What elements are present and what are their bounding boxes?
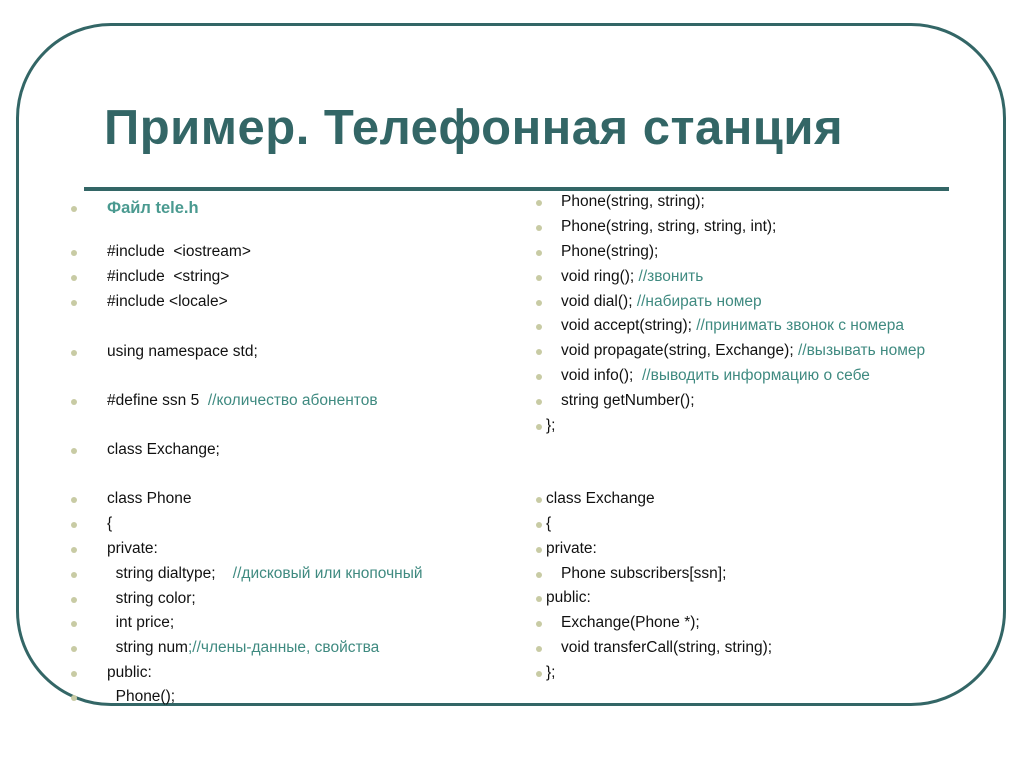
bullet-icon [71,671,77,677]
code-line [107,688,175,706]
bullet-icon [536,300,542,306]
code-comment: //принимать звонок с номера [696,317,904,334]
bullet-icon [536,399,542,405]
slide-title: Пример. Телефонная станция [104,101,844,155]
code-text: { [107,515,113,532]
bullet-icon [71,206,77,212]
code-text: class Exchange [546,490,655,507]
code-text: public: [107,664,152,681]
bullet-icon [71,497,77,503]
code-line [561,193,705,211]
code-line [561,367,870,385]
code-text: Phone(string); [561,243,659,260]
bullet-icon [536,349,542,355]
code-text: #include <locale> [107,293,228,310]
code-text: string color; [107,590,196,607]
code-line [546,589,591,607]
code-text: { [546,515,552,532]
file-heading [107,199,199,217]
code-line [561,293,762,311]
code-line [546,540,597,558]
code-line [561,243,658,261]
bullet-icon [536,200,542,206]
code-line [107,441,220,459]
code-text: string num [107,639,188,656]
bullet-icon [536,572,542,578]
bullet-icon [71,250,77,256]
code-text: #define ssn 5 [107,392,208,409]
bullet-icon [71,646,77,652]
code-line [561,268,703,286]
code-text: void dial(); [561,293,637,310]
code-text: private: [107,540,158,557]
code-text: class Phone [107,490,192,507]
code-text: class Exchange; [107,441,220,458]
code-line [561,392,695,410]
code-line [107,243,251,261]
code-text: Phone subscribers[ssn]; [561,565,727,582]
code-text: }; [546,417,556,434]
code-comment: ;//члены-данные, свойства [187,639,380,656]
bullet-icon [536,275,542,281]
code-text: public: [546,589,591,606]
code-comment: //выводить информацию о себе [641,367,870,384]
bullet-icon [536,424,542,430]
code-line [561,317,904,335]
bullet-icon [71,597,77,603]
code-text: void info(); [561,367,642,384]
code-line [107,664,152,682]
code-text: Phone(string, string, string, int); [561,218,777,235]
bullet-icon [536,225,542,231]
code-comment: //дисковый или кнопочный [232,565,423,582]
bullet-icon [536,497,542,503]
code-comment: //вызывать номер [797,342,926,359]
bullet-icon [536,250,542,256]
code-text: private: [546,540,597,557]
code-line [107,565,423,583]
code-line [561,565,726,583]
code-text: Exchange(Phone *); [561,614,700,631]
bullet-icon [536,324,542,330]
code-text: int price; [107,614,175,631]
code-line [107,343,258,361]
code-line [546,417,555,435]
title-divider [84,187,949,191]
bullet-icon [536,596,542,602]
bullet-icon [71,522,77,528]
bullet-icon [536,374,542,380]
code-line [107,639,379,657]
code-line [561,342,925,360]
bullet-icon [71,300,77,306]
bullet-icon [71,695,77,701]
code-text: }; [546,664,556,681]
bullet-icon [71,448,77,454]
bullet-icon [536,621,542,627]
code-line [107,490,191,508]
code-line [107,614,174,632]
code-text: void propagate(string, Exchange); [561,342,798,359]
code-text: void ring(); [561,268,639,285]
bullet-icon [71,572,77,578]
bullet-icon [536,522,542,528]
code-comment: //количество абонентов [207,392,378,409]
code-text: void accept(string); [561,317,697,334]
code-text: string dialtype; [107,565,233,582]
code-line [546,490,655,508]
bullet-icon [71,399,77,405]
code-text: using namespace std; [107,343,258,360]
code-line [107,515,112,533]
code-text: Файл tele.h [107,199,199,217]
bullet-icon [71,547,77,553]
code-line [107,293,228,311]
bullet-icon [536,671,542,677]
code-line [546,664,555,682]
bullet-icon [71,350,77,356]
code-text: #include <string> [107,268,230,285]
code-line [107,268,229,286]
code-line [107,590,196,608]
code-line [561,218,776,236]
bullet-icon [536,646,542,652]
bullet-icon [71,621,77,627]
code-line [561,614,700,632]
code-text: Phone(); [107,688,176,705]
code-text: Phone(string, string); [561,193,705,210]
code-line [107,540,158,558]
code-line [107,392,378,410]
code-line [546,515,551,533]
bullet-icon [71,275,77,281]
code-comment: //набирать номер [636,293,762,310]
code-text: void transferCall(string, string); [561,639,773,656]
code-text: #include <iostream> [107,243,251,260]
code-comment: //звонить [638,268,704,285]
code-text: string getNumber(); [561,392,695,409]
bullet-icon [536,547,542,553]
code-line [561,639,772,657]
